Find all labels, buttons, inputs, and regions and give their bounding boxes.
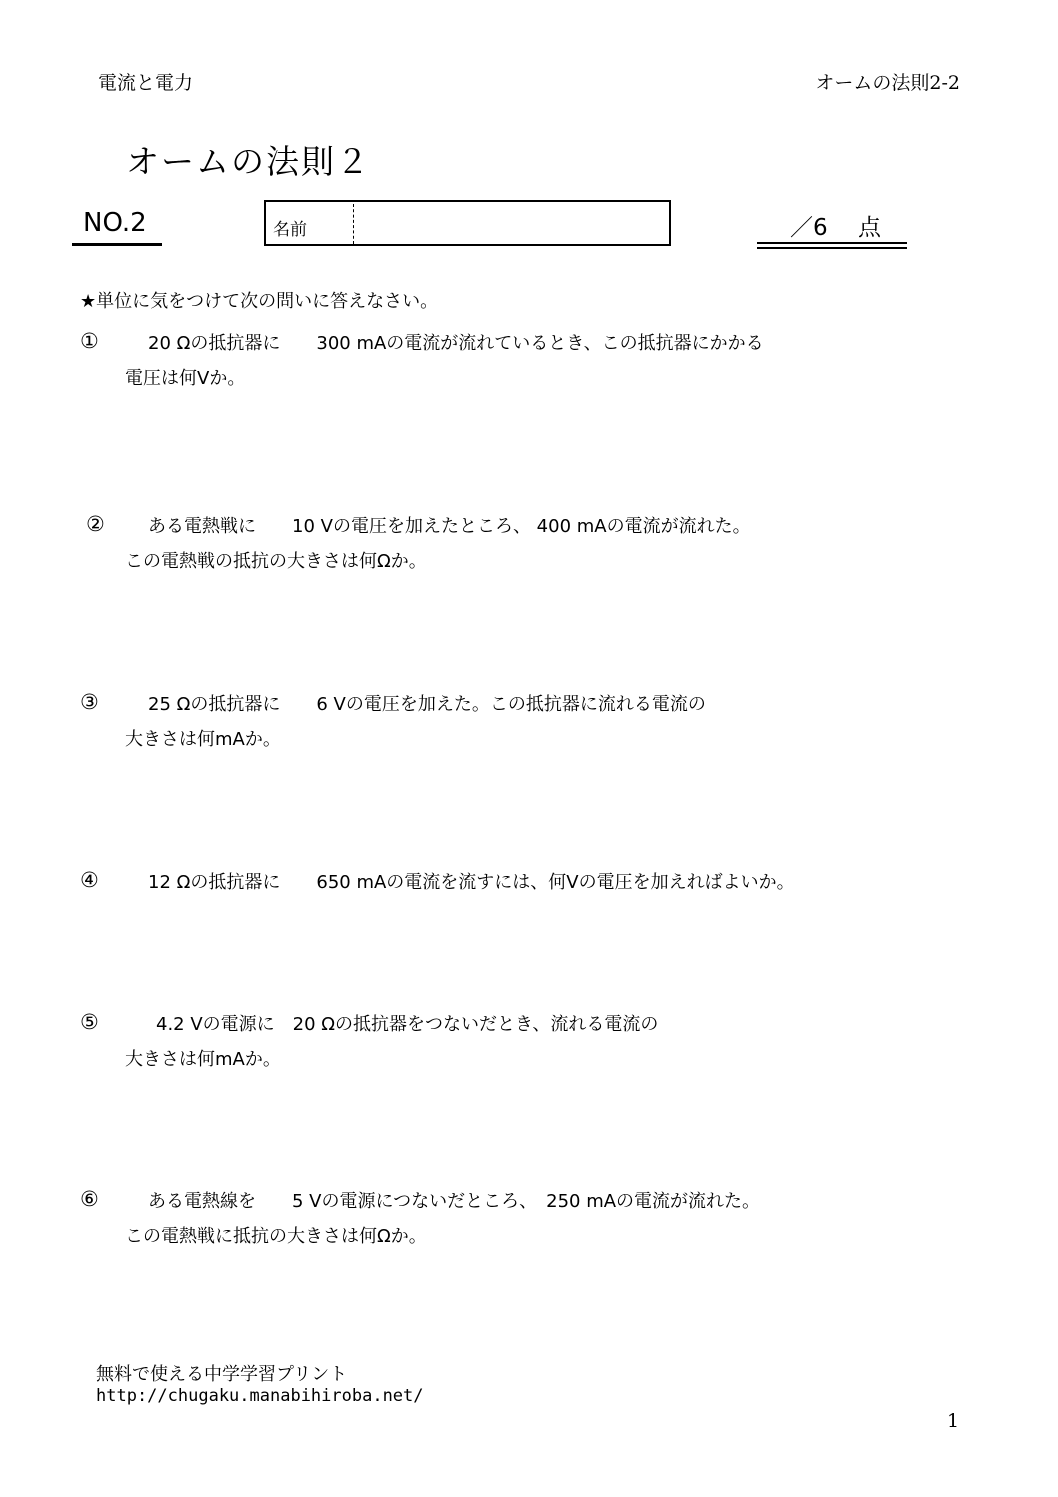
- question-text-continued: この電熱戦に抵抗の大きさは何Ωか。: [125, 1226, 427, 1247]
- question-number: ⑤: [80, 1010, 99, 1034]
- question-text: 20 Ωの抵抗器に 300 mAの電流が流れているとき、この抵抗器にかかる: [148, 333, 764, 354]
- question-text-continued: 電圧は何Vか。: [125, 368, 246, 389]
- question-text: 25 Ωの抵抗器に 6 Vの電圧を加えた。この抵抗器に流れる電流の: [148, 694, 706, 715]
- page-title: オームの法則２: [126, 142, 371, 181]
- name-label: 名前: [273, 220, 307, 240]
- question-text-continued: 大きさは何mAか。: [125, 1049, 281, 1070]
- name-field[interactable]: [264, 200, 671, 246]
- name-divider: [353, 204, 354, 244]
- score-underline-double: [757, 247, 907, 249]
- header-left: 電流と電力: [98, 72, 194, 94]
- sheet-number: NO.2: [83, 208, 147, 238]
- score-underline: [757, 242, 907, 244]
- sheet-number-underline: [72, 243, 162, 246]
- question-text: 12 Ωの抵抗器に 650 mAの電流を流すには、何Vの電圧を加えればよいか。: [148, 872, 795, 893]
- footer-site-name: 無料で使える中学学習プリント: [96, 1364, 348, 1385]
- question-number: ②: [86, 512, 105, 536]
- question-text: 4.2 Vの電源に 20 Ωの抵抗器をつないだとき、流れる電流の: [156, 1014, 659, 1035]
- question-text: ある電熱戦に 10 Vの電圧を加えたところ、 400 mAの電流が流れた。: [148, 516, 751, 537]
- header-right: オームの法則2-2: [815, 72, 960, 94]
- footer-url[interactable]: http://chugaku.manabihiroba.net/: [96, 1386, 424, 1406]
- question-number: ⑥: [80, 1187, 99, 1211]
- question-text-continued: この電熱戦の抵抗の大きさは何Ωか。: [125, 551, 427, 572]
- score-label: ／6 点: [790, 215, 881, 241]
- question-text: ある電熱線を 5 Vの電源につないだところ、 250 mAの電流が流れた。: [148, 1191, 761, 1212]
- page-number: 1: [947, 1410, 960, 1432]
- instruction: ★単位に気をつけて次の問いに答えなさい。: [80, 291, 439, 312]
- question-text-continued: 大きさは何mAか。: [125, 729, 281, 750]
- question-number: ①: [80, 329, 99, 353]
- question-number: ④: [80, 868, 99, 892]
- question-number: ③: [80, 690, 99, 714]
